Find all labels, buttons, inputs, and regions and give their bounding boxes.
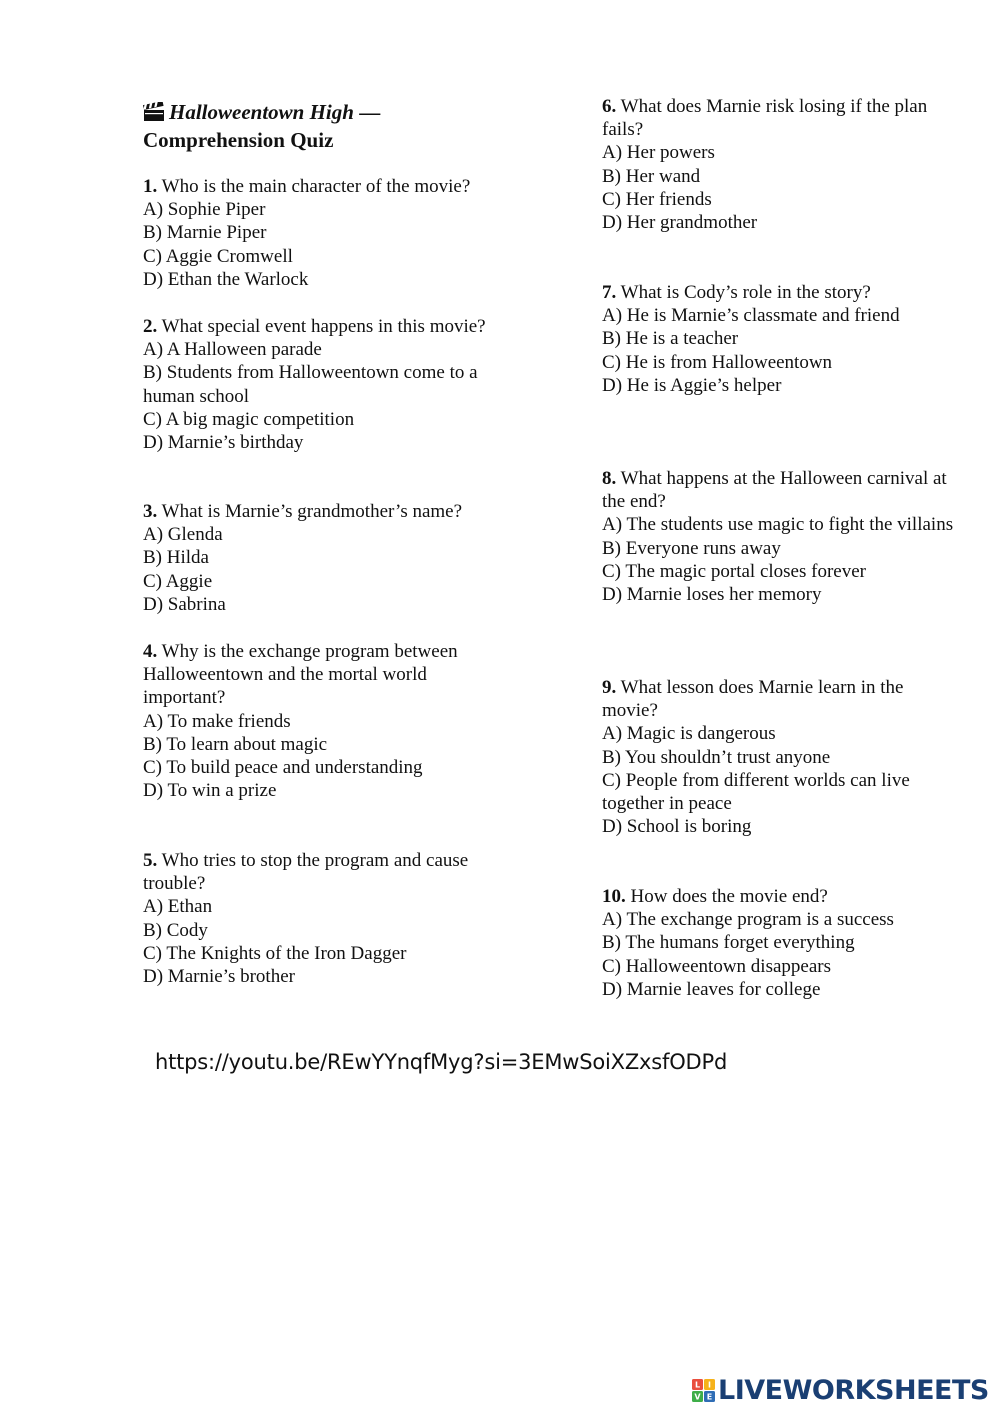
svg-text:I: I	[708, 1380, 711, 1390]
svg-text:E: E	[706, 1392, 713, 1402]
question-3	[143, 500, 498, 616]
option-b: B) To learn about magic	[143, 733, 328, 755]
movie-title: Halloweentown High	[169, 100, 354, 124]
question-number: 8.	[602, 468, 617, 489]
question-text: What special event happens in this movie?	[157, 316, 486, 337]
clapperboard-icon	[143, 102, 165, 122]
option-d: D) Marnie’s birthday	[143, 432, 304, 454]
option-a: A) He is Marnie’s classmate and friend	[602, 305, 900, 327]
brand-name: LIVEWORKSHEETS	[718, 1374, 989, 1406]
option-d: D) Sabrina	[143, 593, 226, 615]
option-b: B) He is a teacher	[602, 328, 739, 350]
option-a: A) To make friends	[143, 710, 291, 732]
question-text: Who tries to stop the program and cause trouble?	[143, 850, 469, 895]
question-number: 7.	[602, 282, 617, 303]
liveworksheets-logo-icon	[692, 1377, 716, 1403]
svg-text:V: V	[694, 1392, 701, 1402]
option-b: B) The humans forget everything	[602, 932, 855, 954]
question-number: 9.	[602, 677, 617, 698]
option-c: C) Aggie Cromwell	[143, 245, 293, 267]
option-c: C) The Knights of the Iron Dagger	[143, 942, 407, 964]
option-d: D) Her grandmother	[602, 212, 758, 234]
option-c: C) To build peace and understanding	[143, 757, 423, 779]
title-dash: —	[353, 100, 381, 124]
question-text: Why is the exchange program between Halloweentown and the mortal world important?	[143, 641, 458, 709]
option-d: D) He is Aggie’s helper	[602, 374, 782, 396]
question-8	[602, 467, 962, 606]
option-a: A) Sophie Piper	[143, 199, 266, 221]
option-d: D) Ethan the Warlock	[143, 268, 309, 290]
option-d: D) Marnie leaves for college	[602, 978, 821, 1000]
option-b: B) Marnie Piper	[143, 222, 267, 244]
question-number: 6.	[602, 96, 617, 117]
option-c: C) The magic portal closes forever	[602, 560, 866, 582]
question-1	[143, 175, 498, 291]
option-c: C) A big magic competition	[143, 408, 355, 430]
option-a: A) Her powers	[602, 142, 715, 164]
option-d: D) Marnie’s brother	[143, 966, 295, 988]
option-d: D) To win a prize	[143, 780, 277, 802]
question-text: What is Marnie’s grandmother’s name?	[157, 501, 463, 522]
option-a: A) A Halloween parade	[143, 339, 322, 361]
option-c: C) Aggie	[143, 570, 213, 592]
option-d: D) Marnie loses her memory	[602, 584, 822, 606]
question-2	[143, 315, 493, 454]
question-6	[602, 95, 962, 234]
question-text: What lesson does Marnie learn in the movie?	[602, 677, 904, 722]
option-d: D) School is boring	[602, 816, 752, 838]
option-a: A) Glenda	[143, 524, 223, 546]
question-number: 10.	[602, 886, 626, 907]
question-number: 4.	[143, 641, 158, 662]
question-number: 1.	[143, 176, 158, 197]
option-a: A) Ethan	[143, 896, 213, 918]
question-number: 2.	[143, 316, 158, 337]
video-link[interactable]: https://youtu.be/REwYYnqfMyg?si=3EMwSoiXZxsfODPd	[155, 1050, 728, 1074]
svg-text:L: L	[694, 1380, 701, 1390]
question-text: What happens at the Halloween carnival at the end?	[602, 468, 947, 513]
question-text: What does Marnie risk losing if the plan fails?	[602, 96, 928, 141]
option-a: A) The students use magic to fight the villains	[602, 514, 954, 536]
question-text: What is Cody’s role in the story?	[616, 282, 871, 303]
option-c: C) Halloweentown disappears	[602, 955, 831, 977]
page-title	[143, 98, 503, 154]
question-9	[602, 676, 942, 838]
question-number: 5.	[143, 850, 158, 871]
question-5	[143, 849, 495, 988]
question-number: 3.	[143, 501, 158, 522]
question-10	[602, 885, 962, 1001]
question-text: Who is the main character of the movie?	[157, 176, 471, 197]
option-a: A) Magic is dangerous	[602, 723, 776, 745]
option-c: C) Her friends	[602, 188, 712, 210]
option-b: B) Cody	[143, 919, 208, 941]
option-b: B) Everyone runs away	[602, 537, 781, 559]
question-7	[602, 281, 962, 397]
question-4	[143, 640, 488, 802]
option-b: B) Hilda	[143, 547, 209, 569]
liveworksheets-brand	[692, 1375, 989, 1405]
quiz-subtitle: Comprehension Quiz	[143, 128, 334, 152]
option-b: B) Her wand	[602, 165, 701, 187]
option-a: A) The exchange program is a success	[602, 909, 894, 931]
option-b: B) You shouldn’t trust anyone	[602, 746, 831, 768]
option-b: B) Students from Halloweentown come to a human school	[143, 362, 478, 407]
option-c: C) He is from Halloweentown	[602, 351, 833, 373]
question-text: How does the movie end?	[625, 886, 828, 907]
option-c: C) People from different worlds can live together in peace	[602, 769, 910, 815]
